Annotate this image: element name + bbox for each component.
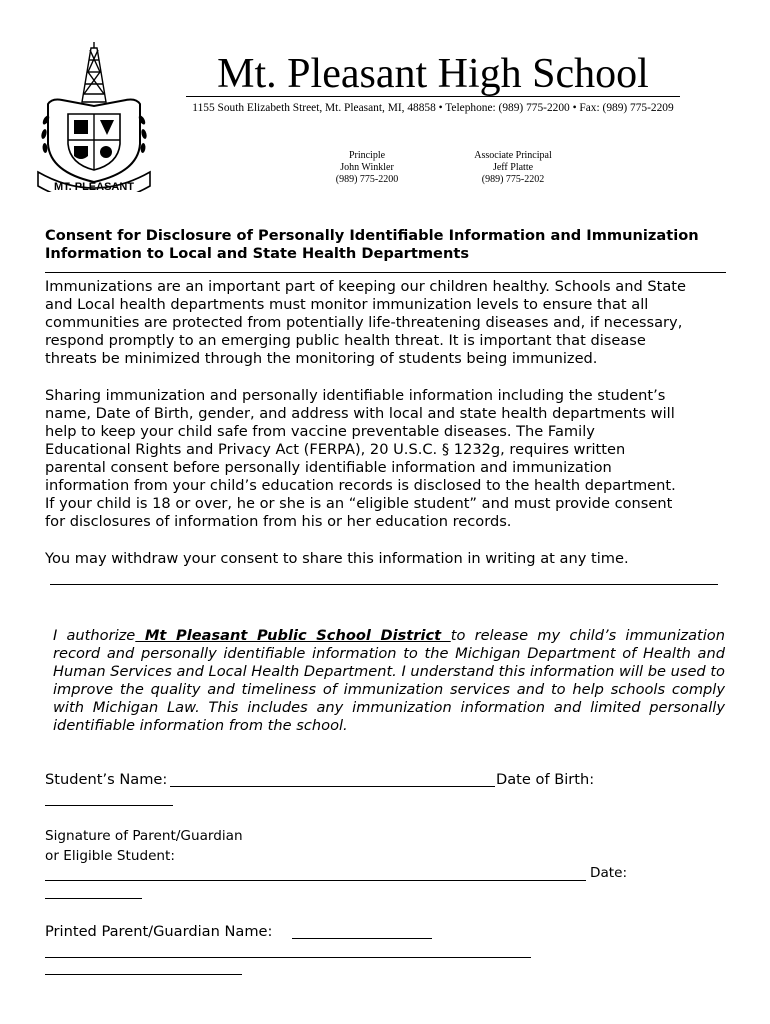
paragraph-line: and Local health departments must monitor immunization levels to ensure that all	[45, 296, 649, 313]
associate-principal-phone: (989) 775-2202	[481, 174, 545, 185]
title-rule	[45, 272, 726, 273]
paragraph-line: respond promptly to an emerging public health threat. It is important that disease	[45, 332, 646, 349]
school-address: 1155 South Elizabeth Street, Mt. Pleasant, MI, 48858 • Telephone: (989) 775-2200 • Fax: (989) 775-2209	[192, 102, 674, 114]
principal-title: Principle	[348, 150, 386, 161]
associate-principal-title: Associate Principal	[474, 150, 552, 161]
principal-phone: (989) 775-2200	[335, 174, 399, 185]
signature-label: Signature of Parent/Guardian	[45, 828, 243, 844]
paragraph-line: communities are protected from potentially life-threatening diseases and, if necessary,	[45, 314, 683, 331]
printed-name-field[interactable]	[292, 938, 432, 939]
ferpa-paragraph	[45, 387, 735, 531]
printed-name-label: Printed Parent/Guardian Name:	[45, 923, 273, 940]
paragraph-line: threats be minimized through the monitoring of students being immunized.	[45, 350, 598, 367]
signature-label-continued: or Eligible Student:	[45, 848, 175, 864]
school-name: Mt. Pleasant High School	[217, 51, 649, 97]
signature-field[interactable]	[45, 880, 586, 881]
immunization-importance-paragraph	[45, 278, 735, 368]
paragraph-line: Sharing immunization and personally identifiable information including the student’s	[45, 387, 666, 404]
withdraw-consent-paragraph	[45, 550, 735, 568]
paragraph-line: name, Date of Birth, gender, and address with local and state health departments will	[45, 405, 675, 422]
paragraph-line: Educational Rights and Privacy Act (FERPA), 20 U.S.C. § 1232g, requires written	[45, 441, 626, 458]
paragraph-line: Immunizations are an important part of keeping our children healthy. Schools and State	[45, 278, 686, 295]
document-title	[45, 227, 735, 263]
associate-principal-name: Jeff Platte	[492, 162, 534, 173]
signature-date-field[interactable]	[45, 898, 142, 899]
crest-banner-text: MT. PLEASANT	[53, 181, 135, 192]
paragraph-line: parental consent before personally identifiable information and immunization	[45, 459, 612, 476]
principal-block	[302, 150, 432, 186]
paragraph-line: for disclosures of information from his or her education records.	[45, 513, 512, 530]
printed-name-continuation-field[interactable]	[45, 957, 531, 958]
authorization-statement	[53, 627, 725, 735]
associate-principal-block	[448, 150, 578, 186]
section-separator	[50, 584, 718, 585]
document-title-line: Consent for Disclosure of Personally Identifiable Information and Immunization	[45, 227, 699, 244]
authorization-body: to release my child’s immunization record and personally identifiable information to the Michigan Department of Health and Human Services and Local Health Department. I understand this information will be used to improve the quality and timeliness of immunization services and to help schools comply with Michigan Law. This includes any immunization information and limited personally identifiable information from the school.	[53, 627, 725, 734]
authorization-prefix: I authorize	[53, 627, 136, 644]
date-of-birth-field[interactable]	[45, 805, 173, 806]
paragraph-line: You may withdraw your consent to share this information in writing at any time.	[45, 550, 629, 567]
header-rule	[186, 96, 680, 97]
document-title-line: Information to Local and State Health Departments	[45, 245, 470, 262]
school-crest-logo	[34, 40, 154, 192]
signature-date-label: Date:	[590, 865, 628, 881]
student-name-field[interactable]	[170, 786, 495, 787]
paragraph-line: If your child is 18 or over, he or she is an “eligible student” and must provide consent	[45, 495, 673, 512]
paragraph-line: information from your child’s education records is disclosed to the health department.	[45, 477, 676, 494]
student-name-label: Student’s Name:	[45, 771, 168, 788]
district-name: Mt Pleasant Public School District	[135, 627, 451, 644]
principal-name: John Winkler	[340, 162, 394, 173]
additional-blank-field[interactable]	[45, 974, 242, 975]
date-of-birth-label: Date of Birth:	[496, 771, 595, 788]
paragraph-line: help to keep your child safe from vaccine preventable diseases. The Family	[45, 423, 595, 440]
